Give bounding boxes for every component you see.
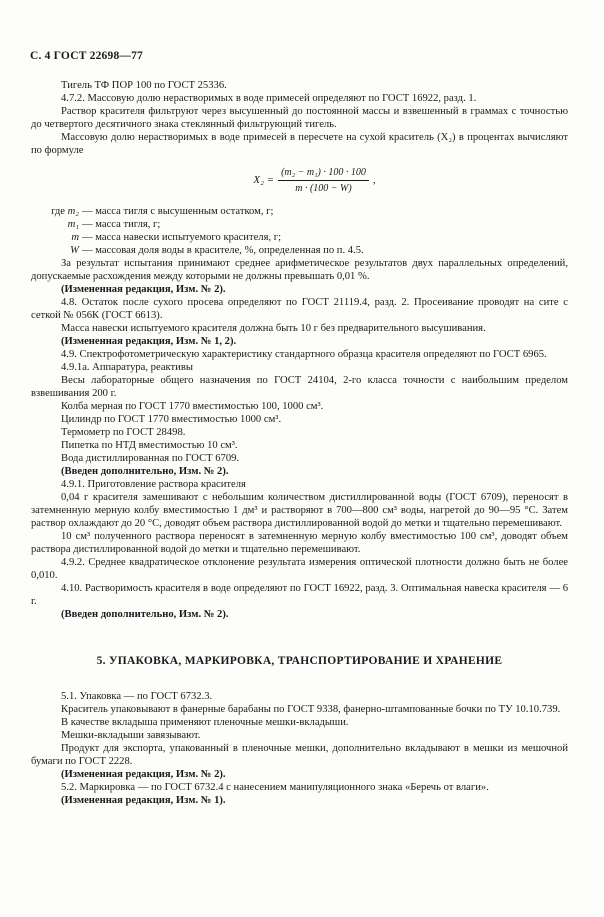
definition-symbol-text: m₂ — [67, 206, 79, 217]
paragraph: Масса навески испытуемого красителя должна быть 10 г без предварительного высушивания. — [61, 323, 486, 334]
paragraph: 4.9.1а. Аппаратура, реактивы — [61, 362, 193, 373]
definition-symbol-text: W — [70, 245, 79, 256]
paragraph: 4.7.2. Массовую долю нерастворимых в воде примесей определяют по ГОСТ 16922, разд. 1. — [61, 93, 477, 104]
definition-symbol-text: m — [71, 232, 79, 243]
paragraph: Весы лабораторные общего назначения по ГОСТ 24104, 2-го класса точности с наибольшим пределом взвешивания 200 г. — [31, 375, 568, 399]
definition-symbol-text: m₁ — [67, 219, 79, 230]
formula-denominator: m · (100 − W) — [295, 182, 352, 194]
paragraph: (Измененная редакция, Изм. № 1). — [61, 795, 226, 806]
paragraph: 4.8. Остаток после сухого просева определяют по ГОСТ 21119.4, разд. 2. Просеивание проводят на сите с сеткой № 056К (ГОСТ 6613). — [31, 297, 568, 321]
definition-symbol — [31, 218, 82, 231]
definition-row — [31, 231, 568, 244]
paragraph: 4.9.2. Среднее квадратическое отклонение результата измерения оптической плотности должно быть не более 0,010. — [31, 557, 568, 581]
definition-row — [31, 244, 568, 257]
paragraph: 4.9. Спектрофотометрическую характеристику стандартного образца красителя определяют по ГОСТ 6965. — [61, 349, 547, 360]
formula — [61, 165, 568, 195]
definition-text: — масса тигля, г; — [82, 219, 161, 230]
formula-fraction — [278, 166, 369, 195]
definition-symbol — [31, 205, 82, 218]
paragraph: Мешки-вкладыши завязывают. — [61, 730, 201, 741]
paragraph: Пипетка по НТД вместимостью 10 см³. — [61, 440, 238, 451]
paragraph: 5.2. Маркировка — по ГОСТ 6732.4 с нанесением манипуляционного знака «Беречь от влаги». — [61, 782, 489, 793]
body-bottom — [31, 690, 568, 807]
paragraph: 4.9.1. Приготовление раствора красителя — [61, 479, 246, 490]
definition-row — [31, 205, 568, 218]
paragraph: 10 см³ полученного раствора переносят в затемненную мерную колбу вместимостью 100 см³, доводят объем раствора дистиллированной водой до метки и тщательно перемешивают. — [31, 531, 568, 555]
paragraph: Массовую долю нерастворимых в воде примесей в пересчете на сухой краситель (X₂) в процентах вычисляют по формуле — [31, 132, 568, 156]
paragraph: Краситель упаковывают в фанерные барабаны по ГОСТ 9338, фанерно-штампованные бочки по ТУ 10.10.739. — [61, 704, 561, 715]
paragraph: Вода дистиллированная по ГОСТ 6709. — [61, 453, 240, 464]
body-middle — [31, 257, 568, 621]
formula-numerator: (m₂ − m₁) · 100 · 100 — [278, 166, 369, 181]
definition-text: — массовая доля воды в красителе, %, определенная по п. 4.5. — [82, 245, 364, 256]
paragraph: 5.1. Упаковка — по ГОСТ 6732.3. — [61, 691, 213, 702]
paragraph: Цилиндр по ГОСТ 1770 вместимостью 1000 см³. — [61, 414, 282, 425]
paragraph: (Введен дополнительно, Изм. № 2). — [61, 609, 229, 620]
definition-prefix: где — [51, 206, 68, 217]
paragraph: (Введен дополнительно, Изм. № 2). — [61, 466, 229, 477]
paragraph: За результат испытания принимают среднее арифметическое результатов двух параллельных определений, допускаемые расхождения между которыми не должны превышать 0,01 %. — [31, 258, 568, 282]
paragraph: Тигель ТФ ПОР 100 по ГОСТ 25336. — [61, 80, 227, 91]
section-title: 5. УПАКОВКА, МАРКИРОВКА, ТРАНСПОРТИРОВАНИЕ И ХРАНЕНИЕ — [96, 655, 503, 667]
body-top — [31, 79, 568, 157]
paragraph: Термометр по ГОСТ 28498. — [61, 427, 186, 438]
formula-definitions — [31, 205, 568, 257]
paragraph: Раствор красителя фильтруют через высушенный до постоянной массы и взвешенный в граммах с точностью до четвертого десятичного знака стеклянный фильтрующий тигель. — [31, 106, 568, 130]
paragraph: (Измененная редакция, Изм. № 2). — [61, 769, 226, 780]
formula-tail: , — [372, 173, 376, 186]
paragraph: Продукт для экспорта, упакованный в пленочные мешки, дополнительно вкладывают в мешки из мешочной бумаги по ГОСТ 2228. — [31, 743, 568, 767]
page-header: С. 4 ГОСТ 22698—77 — [30, 50, 143, 62]
formula-lhs: X₂ = — [253, 173, 275, 186]
definition-text: — масса навески испытуемого красителя, г; — [82, 232, 282, 243]
paragraph: 0,04 г красителя замешивают с небольшим количеством дистиллированной воды (ГОСТ 6709), переносят в затемненную мерную колбу вместимостью 1 дм³ и растворяют в 700—800 см³ воды, нагретой до 90—95 °С. Затем раствор охлаждают до 20 °С, доводят объем раствора дистиллированной водой до метки и тщательно перемешивают. — [31, 492, 568, 529]
page-content — [31, 79, 568, 807]
definition-symbol — [31, 244, 82, 257]
definition-row — [31, 218, 568, 231]
definition-text: — масса тигля с высушенным остатком, г; — [82, 206, 274, 217]
paragraph: (Измененная редакция, Изм. № 1, 2). — [61, 336, 237, 347]
paragraph: 4.10. Растворимость красителя в воде определяют по ГОСТ 16922, разд. 3. Оптимальная навеска красителя — 6 г. — [31, 583, 568, 607]
definition-symbol — [31, 231, 82, 244]
paragraph: Колба мерная по ГОСТ 1770 вместимостью 100, 1000 см³. — [61, 401, 324, 412]
paragraph: (Измененная редакция, Изм. № 2). — [61, 284, 226, 295]
paragraph: В качестве вкладыша применяют пленочные мешки-вкладыши. — [61, 717, 349, 728]
